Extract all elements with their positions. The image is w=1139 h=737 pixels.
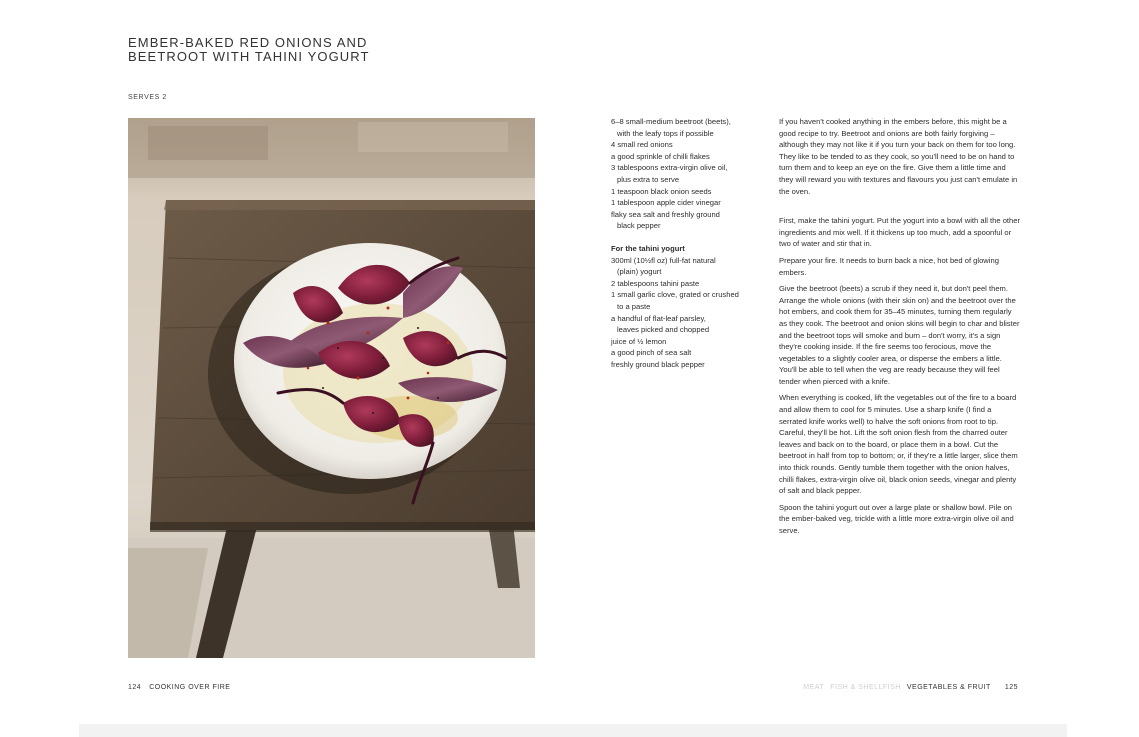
- spacer: [611, 232, 771, 243]
- yogurt-ingredient-line: (plain) yogurt: [617, 267, 662, 277]
- recipe-title-line-2: BEETROOT WITH TAHINI YOGURT: [128, 49, 370, 64]
- page-bottom-strip: [79, 724, 1067, 737]
- recipe-title-line-1: EMBER-BAKED RED ONIONS AND: [128, 35, 368, 50]
- footer-right: [803, 684, 1018, 691]
- yogurt-ingredient-line: freshly ground black pepper: [611, 359, 705, 369]
- tahini-yogurt-heading: For the tahini yogurt: [611, 243, 685, 253]
- yogurt-ingredient-line: 1 small garlic clove, grated or crushed: [611, 290, 739, 300]
- method-paragraph: If you haven't cooked anything in the embers before, this might be a good recipe to try. Beetroot and onions are both fairly forgiving – although they may not like it if you turn your back on them for too long. They like to be tended to as they cook, so you'll need to be on hand to turn them and to keep an eye on the fire. Give them a little time and they will reward you with textures and flavours you just can't emulate in the oven.: [779, 117, 1018, 196]
- ingredient-line: 6–8 small-medium beetroot (beets),: [611, 117, 731, 126]
- yogurt-ingredient-line: a good pinch of sea salt: [611, 348, 692, 358]
- method-paragraph: Spoon the tahini yogurt out over a large plate or shallow bowl. Pile on the ember-baked veg, trickle with a little more extra-virgin olive oil and serve.: [779, 502, 1014, 535]
- footer-left: [128, 684, 230, 691]
- ingredient-line: plus extra to serve: [617, 174, 680, 184]
- method-text: [779, 116, 1021, 542]
- ingredient-line: with the leafy tops if possible: [617, 128, 714, 138]
- book-title-footer: COOKING OVER FIRE: [149, 684, 231, 691]
- yogurt-ingredient-line: 300ml (10½fl oz) full-fat natural: [611, 255, 716, 265]
- yogurt-ingredient-line: a handful of flat-leaf parsley,: [611, 313, 706, 323]
- page-number-left: 124: [128, 684, 142, 691]
- ingredient-line: 1 teaspoon black onion seeds: [611, 186, 712, 196]
- method-paragraph: Give the beetroot (beets) a scrub if they need it, but don't peel them. Arrange the whole onions (with their skin on) and the beetroot over the hot embers, and cook them for 35–45 minutes, turning them regularly as they cook. The beetroot and onion skins will begin to char and blister and the beetroot tops will smoke and burn – don't worry, it's a sign they're cooking inside. If the fire seems too ferocious, move the vegetables to a slightly cooler area, or disperse the embers a little. You'll be able to tell when the veg are ready because they will feel tender when pierced with a knife.: [779, 284, 1020, 386]
- yogurt-ingredient-line: 2 tablespoons tahini paste: [611, 278, 700, 288]
- serves-label: SERVES 2: [128, 94, 167, 101]
- yogurt-ingredient-line: to a paste: [617, 301, 651, 311]
- section-tab-meat: MEAT: [803, 684, 825, 691]
- recipe-title: [128, 36, 448, 64]
- section-tab-fish-shellfish: FISH & SHELLFISH: [830, 684, 901, 691]
- ingredient-line: black pepper: [617, 221, 661, 231]
- recipe-photo: [128, 118, 535, 658]
- ingredient-line: flaky sea salt and freshly ground: [611, 209, 720, 219]
- section-tab-vegetables-fruit: VEGETABLES & FRUIT: [906, 684, 991, 691]
- ingredient-line: 3 tablespoons extra-virgin olive oil,: [611, 163, 728, 173]
- page-number-right: 125: [1004, 684, 1018, 691]
- ingredient-line: a good sprinkle of chilli flakes: [611, 151, 710, 161]
- ingredient-line: 1 tablespoon apple cider vinegar: [611, 198, 721, 208]
- ingredient-line: 4 small red onions: [611, 140, 673, 150]
- yogurt-ingredient-line: juice of ½ lemon: [611, 336, 667, 346]
- method-paragraph: First, make the tahini yogurt. Put the yogurt into a bowl with all the other ingredients and mix well. If it thickens up too much, add a spoonful or two of water and stir that in.: [779, 216, 1021, 249]
- ingredients-list: [611, 116, 771, 370]
- yogurt-ingredient-line: leaves picked and chopped: [617, 325, 710, 335]
- method-paragraph: When everything is cooked, lift the vegetables out of the fire to a board and allow them to cool for 5 minutes. Use a sharp knife (I find a serrated knife works well) to halve the soft onions from root to tip. Careful, they'll be hot. Lift the soft onion flesh from the charred outer leaves and back on to the board, or place them in a bowl. Cut the beetroot in half from top to bottom; or, if they're a little larger, slice them into thick rounds. Gently tumble them together with the onion halves, chilli flakes, extra-virgin olive oil, black onion seeds, vinegar and plenty of salt and black pepper.: [779, 393, 1018, 496]
- method-paragraph: Prepare your fire. It needs to burn back a nice, hot bed of glowing embers.: [779, 255, 999, 277]
